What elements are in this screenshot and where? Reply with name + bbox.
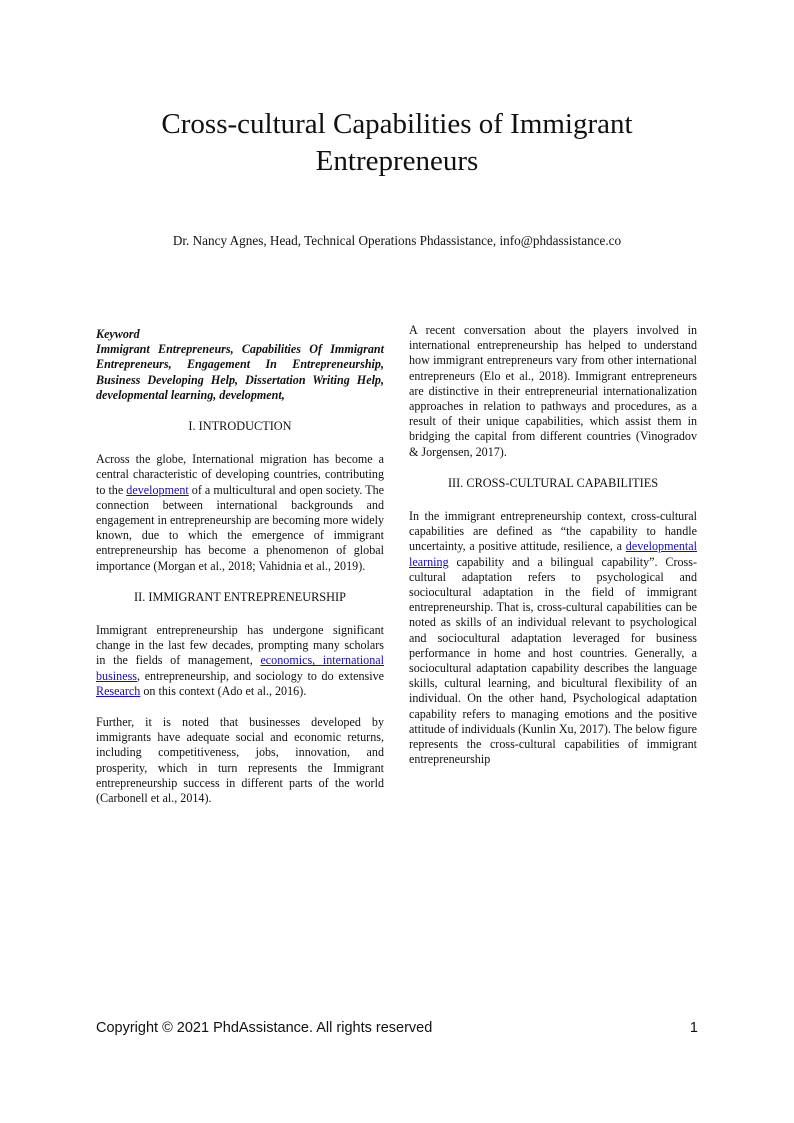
text-run: of a multicultural and open society. The connection between international backgrounds and engagement in entrepreneurship are becoming more widely known, due to which the emergence of immigrant entrepreneurship has become a phenomenon of global importance (Morgan et al., 2018; Vahidnia et al., 2019). [96,482,385,573]
immigrant-paragraph-1 [96,623,384,699]
section-heading-cross-cultural: III. CROSS-CULTURAL CAPABILITIES [447,475,659,490]
section-heading-introduction: I. INTRODUCTION [188,419,292,434]
immigrant-paragraph-2: Further, it is noted that businesses developed by immigrants have adequate social and economic returns, including competitiveness, jobs, innovation, and prosperity, which in turn represents the Immigrant entrepreneurship success in different parts of the world (Carbonell et al., 2014). [96,715,384,806]
author-line: Dr. Nancy Agnes, Head, Technical Operations Phdassistance, info@phdassistance.co [172,233,622,248]
development-link[interactable]: development [126,482,189,497]
text-run: Across the globe, International migration has become a central characteristic of developing countries, contributing to the [96,452,384,497]
keywords-block [96,327,384,403]
text-run: on this context (Ado et al., 2016). [140,683,307,698]
research-link[interactable]: Research [96,683,141,698]
text-run: Immigrant entrepreneurship has undergone significant change in the last few decades, prompting many scholars in the fields of management, [96,623,384,668]
title-line-2: Entrepreneurs [315,145,479,177]
text-run: In the immigrant entrepreneurship context, cross-cultural capabilities are defined as “the capability to handle uncertainty, a positive attitude, resilience, a [409,509,697,554]
left-column [96,323,384,822]
page-number: 1 [689,1020,698,1036]
section-heading-immigrant-entrepreneurship: II. IMMIGRANT ENTREPRENEURSHIP [134,589,346,604]
developmental-learning-link[interactable]: developmental learning [409,539,697,569]
copyright-text: Copyright © 2021 PhdAssistance. All rights reserved [96,1020,433,1036]
keywords-heading: Keyword [96,327,140,341]
title-line-1: Cross-cultural Capabilities of Immigrant [161,108,633,140]
paper-title [0,106,794,180]
text-run: , entrepreneurship, and sociology to do extensive [137,668,384,683]
right-intro-paragraph: A recent conversation about the players involved in international entrepreneurship has helped to understand how immigrant entrepreneurs vary from other international entrepreneurs (Elo et al., 2018). Immigrant entrepreneurs are distinctive in their entrepreneurial internationalization approaches in relation to pathways and procedures, as a result of their unique capabilities, which assist them in bridging the capital from different countries (Vinogradov & Jorgensen, 2017). [409,323,697,459]
economics-link[interactable]: economics, international business [96,653,384,683]
text-run: capability and a bilingual capability”. Cross-cultural adaptation refers to psychological and sociocultural adaptation in the field of immigrant entrepreneurship. That is, cross-cultural capabilities can be noted as skills of an individual relevant to psychological and sociocultural adaptation leveraged for business performance in home and host countries. Generally, a sociocultural adaptation capability describes the language skills, cultural learning, and bicultural flexibility of an individual. On the other hand, Psychological adaptation capability refers to managing emotions and the positive attitude of individuals (Kunlin Xu, 2017). The below figure represents the cross-cultural capabilities of immigrant entrepreneurship [409,554,697,767]
keywords-text: Immigrant Entrepreneurs, Capabilities Of Immigrant Entrepreneurs, Engagement In Entrepreneurship, Business Developing Help, Dissertation Writing Help, developmental learning, development, [96,342,384,402]
intro-paragraph [96,452,384,574]
crosscultural-paragraph [409,509,697,767]
right-column [409,323,697,783]
page-footer [96,1020,698,1036]
